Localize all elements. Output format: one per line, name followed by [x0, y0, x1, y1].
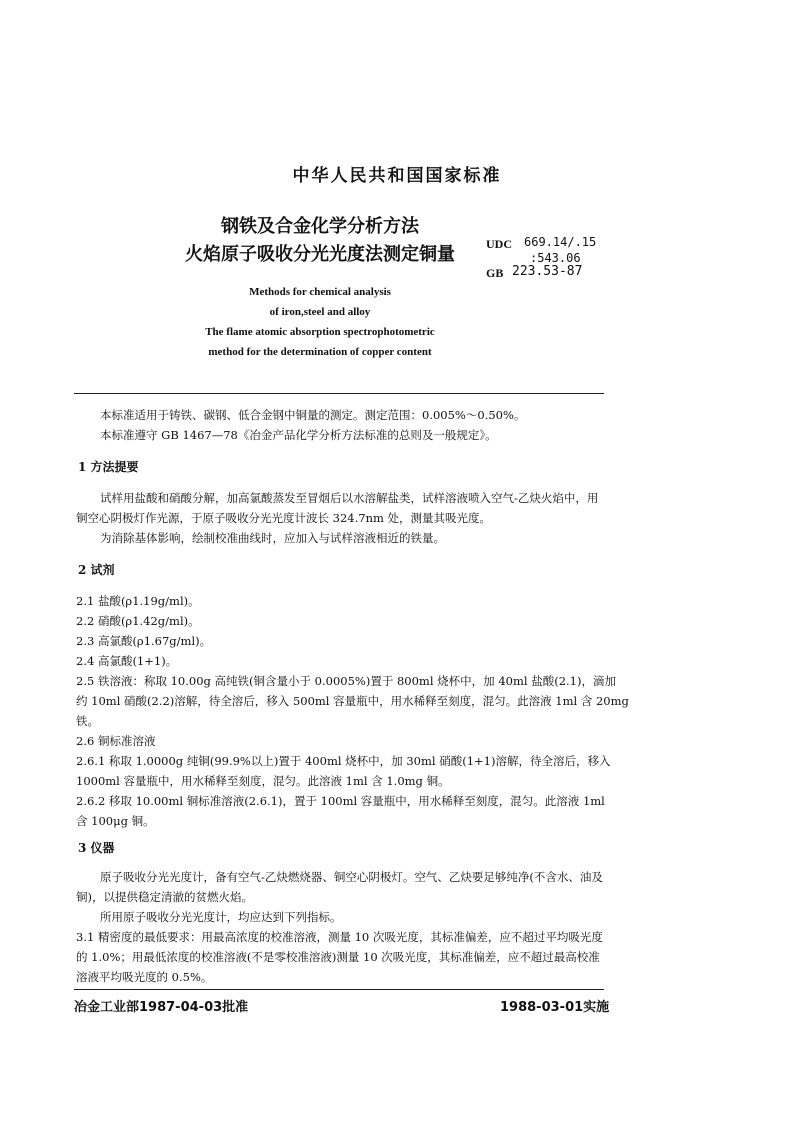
header-divider — [74, 393, 604, 394]
section-1-para-1-line-2: 铜空心阴极灯作光源，于原子吸收分光光度计波长 324.7nm 处，测量其吸光度。 — [76, 511, 492, 525]
item-2-6-1-line-2: 1000ml 容量瓶中，用水稀释至刻度，混匀。此溶液 1ml 含 1.0mg 铜。 — [76, 774, 450, 788]
item-2-2: 2.2 硝酸(ρ1.42g/ml)。 — [76, 614, 200, 628]
title-zh-line-2: 火焰原子吸收分光光度法测定铜量 — [185, 244, 455, 265]
gb-number: 223.53-87 — [512, 264, 583, 279]
section-3-para-2: 所用原子吸收分光光度计，均应达到下列指标。 — [100, 910, 342, 924]
item-3-1-line-3: 溶液平均吸光度的 0.5%。 — [76, 970, 213, 984]
national-standard-heading: 中华人民共和国国家标准 — [292, 166, 502, 186]
item-2-5-line-3: 铁。 — [76, 714, 99, 728]
item-2-6-1-line-1: 2.6.1 称取 1.0000g 纯铜(99.9%以上)置于 400ml 烧杯中，加 30ml 硝酸(1+1)溶解，待全溶后，移入 — [76, 754, 611, 768]
item-3-1-line-1: 3.1 精密度的最低要求：用最高浓度的校准溶液，测量 10 次吸光度，其标准偏差，应不超过平均吸光度 — [76, 930, 603, 944]
section-3-para-1-line-1: 原子吸收分光光度计，备有空气-乙炔燃烧器、铜空心阴极灯。空气、乙炔要足够纯净(不含水、油及 — [100, 870, 603, 884]
item-2-5-line-2: 约 10ml 硝酸(2.2)溶解，待全溶后，移入 500ml 容量瓶中，用水稀释至刻度，混匀。此溶液 1ml 含 20mg — [76, 694, 629, 708]
footer-divider — [74, 989, 604, 990]
intro-scope: 本标准适用于铸铁、碳钢、低合金钢中铜量的测定。测定范围：0.005%～0.50%。 — [100, 408, 526, 422]
section-3-title: 3 仪器 — [78, 841, 115, 855]
title-en-line-2: of iron,steel and alloy — [269, 306, 371, 318]
item-2-6-2-line-1: 2.6.2 移取 10.00ml 铜标准溶液(2.6.1)，置于 100ml 容量瓶中，用水稀释至刻度，混匀。此溶液 1ml — [76, 794, 605, 808]
item-3-1-line-2: 的 1.0%；用最低浓度的校准溶液(不是零校准溶液)测量 10 次吸光度，其标准偏差，应不超过最高校准 — [76, 950, 600, 964]
section-1-para-2: 为消除基体影响，绘制校准曲线时，应加入与试样溶液相近的铁量。 — [100, 531, 445, 545]
title-en-line-3: The flame atomic absorption spectrophotometric — [205, 326, 435, 338]
udc-value: 669.14/.15 — [524, 235, 597, 249]
udc-value-continued: :543.06 — [530, 251, 581, 265]
item-2-1: 2.1 盐酸(ρ1.19g/ml)。 — [76, 594, 200, 608]
item-2-6: 2.6 铜标准溶液 — [76, 734, 156, 748]
item-2-4: 2.4 高氯酸(1+1)。 — [76, 654, 178, 668]
section-1-para-1-line-1: 试样用盐酸和硝酸分解，加高氯酸蒸发至冒烟后以水溶解盐类，试样溶液喷入空气-乙炔火焰中，用 — [100, 491, 599, 505]
item-2-6-2-line-2: 含 100μg 铜。 — [76, 814, 155, 828]
title-en-line-1: Methods for chemical analysis — [249, 286, 391, 298]
section-1-title: 1 方法提要 — [78, 460, 139, 474]
section-3-para-1-line-2: 铜)，以提供稳定清澈的贫燃火焰。 — [76, 890, 253, 904]
item-2-5-line-1: 2.5 铁溶液：称取 10.00g 高纯铁(铜含量小于 0.0005%)置于 800ml 烧杯中，加 40ml 盐酸(2.1)，滴加 — [76, 674, 616, 688]
intro-compliance: 本标准遵守 GB 1467—78《冶金产品化学分析方法标准的总则及一般规定》。 — [100, 428, 497, 442]
gb-label: GB — [486, 266, 504, 280]
item-2-3: 2.3 高氯酸(ρ1.67g/ml)。 — [76, 634, 212, 648]
approval-date: 冶金工业部1987-04-03批准 — [74, 1000, 249, 1015]
title-en-line-4: method for the determination of copper content — [208, 346, 432, 358]
section-2-title: 2 试剂 — [78, 563, 115, 577]
title-zh-line-1: 钢铁及合金化学分析方法 — [221, 216, 419, 237]
effective-date: 1988-03-01实施 — [500, 1000, 610, 1015]
udc-label: UDC — [486, 237, 512, 251]
